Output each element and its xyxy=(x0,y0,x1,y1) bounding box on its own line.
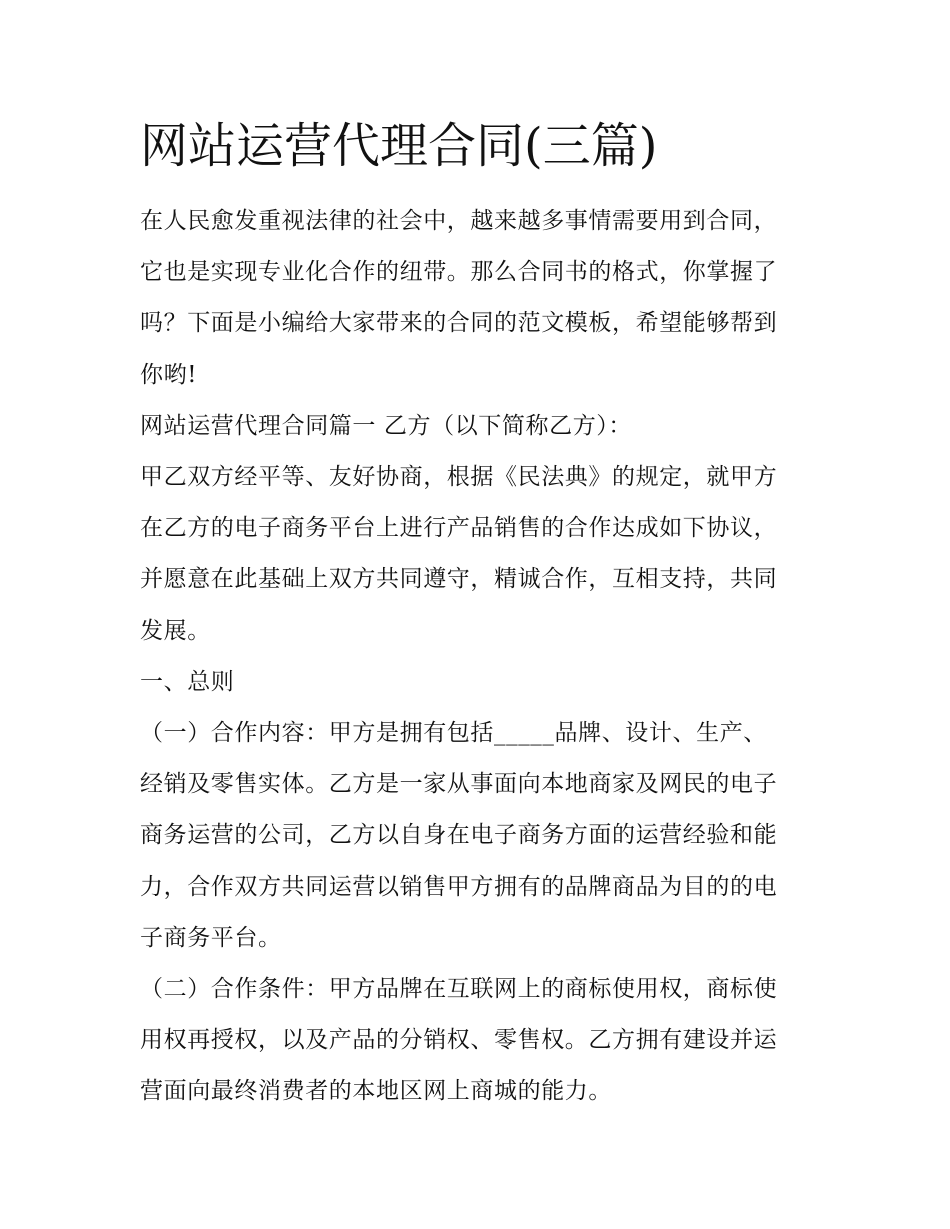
intro-paragraph xyxy=(140,196,820,401)
text-line: 用权再授权，以及产品的分销权、零售权。乙方拥有建设并运 xyxy=(140,1027,778,1054)
clause-cooperation-content xyxy=(140,708,820,964)
text-line: 它也是实现专业化合作的纽带。那么合同书的格式，你掌握了 xyxy=(140,259,778,286)
text-line: 甲乙双方经平等、友好协商，根据《民法典》的规定，就甲方 xyxy=(140,464,778,491)
contract-part-heading xyxy=(140,401,820,452)
text-line: 子商务平台。 xyxy=(140,924,282,951)
text-line: 发展。 xyxy=(140,617,211,644)
text-line: 营面向最终消费者的本地区网上商城的能力。 xyxy=(140,1078,612,1105)
clause-cooperation-conditions xyxy=(140,964,820,1118)
document-title: 网站运营代理合同(三篇) xyxy=(140,118,658,174)
text-line: 在人民愈发重视法律的社会中，越来越多事情需要用到合同， xyxy=(140,208,778,234)
text-line: 经销及零售实体。乙方是一家从事面向本地商家及网民的电子 xyxy=(140,771,778,798)
text-line: 并愿意在此基础上双方共同遵守，精诚合作，互相支持，共同 xyxy=(140,566,778,593)
text-line: 力，合作双方共同运营以销售甲方拥有的品牌商品为目的的电 xyxy=(140,873,778,900)
text-line: （二）合作条件：甲方品牌在互联网上的商标使用权，商标使 xyxy=(140,976,778,1003)
document-page xyxy=(140,112,820,1118)
text-line: 一、总则 xyxy=(140,668,235,695)
text-line: 网站运营代理合同篇一 乙方（以下简称乙方）： xyxy=(140,412,633,439)
text-line: （一）合作内容：甲方是拥有包括_____品牌、设计、生产、 xyxy=(140,720,767,747)
text-line: 在乙方的电子商务平台上进行产品销售的合作达成如下协议， xyxy=(140,515,778,542)
text-line: 商务运营的公司，乙方以自身在电子商务方面的运营经验和能 xyxy=(140,822,778,849)
preamble-paragraph xyxy=(140,452,820,657)
text-line: 吗？下面是小编给大家带来的合同的范文模板，希望能够帮到 xyxy=(140,310,778,337)
text-line: 你哟! xyxy=(140,361,198,388)
section-heading-general xyxy=(140,657,820,708)
